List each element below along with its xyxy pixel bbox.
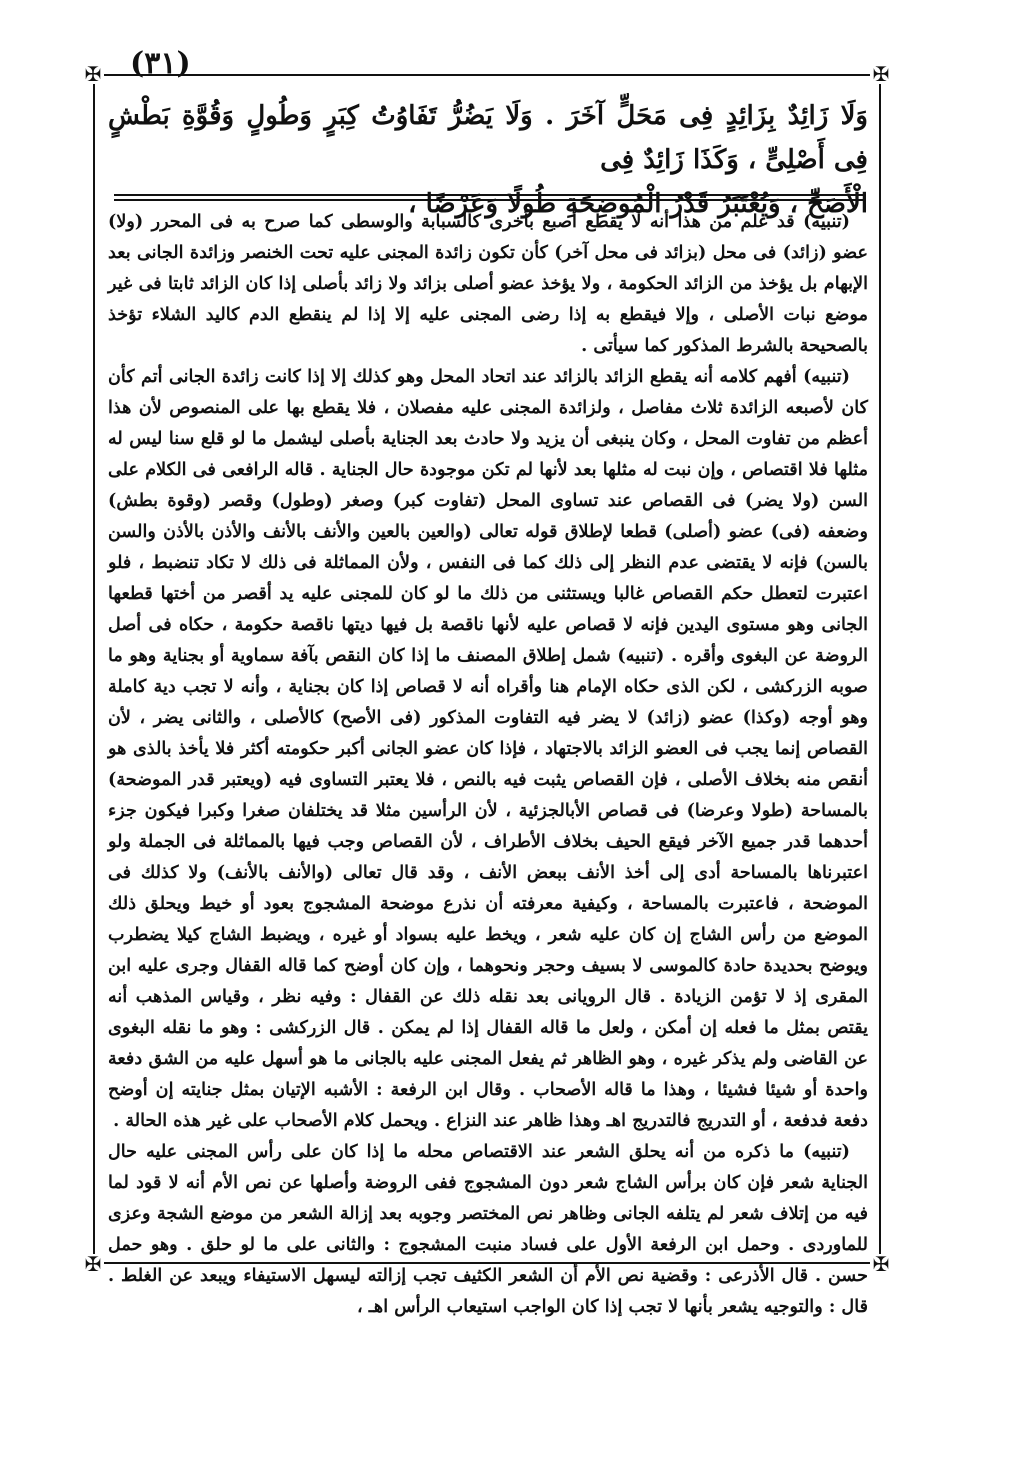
commentary-paragraph: (تنبيه) أفهم كلامه أنه يقطع الزائد بالزائد عند اتحاد المحل وهو كذلك إلا إذا كانت زائدة الجانى أتم كأن كان لأصبعه الزائدة ثلاث مفاصل ، ولزائدة المجنى عليه مفصلان ، فلا يقطع بها على المنصوص لأن هذا أعظم من تفاوت المحل ، وكان ينبغى أن يزيد ولا حادث بعد الجناية بأصلى ليشمل ما لو قلع سنا ليس له مثلها فلا اقتصاص ، وإن نبت له مثلها بعد لأنها لم تكن موجودة حال الجناية . قاله الرافعى فى الكلام على السن (ولا يضر) فى القصاص عند تساوى المحل (تفاوت كبر) وصغر (وطول) وقصر (وقوة بطش) وضعفه (فى) عضو (أصلى) قطعا لإطلاق قوله تعالى (والعين بالعين والأنف بالأنف والأذن بالأذن والسن بالسن) فإنه لا يقتضى عدم النظر إلى ذلك كما فى النفس ، ولأن المماثلة فى ذلك لا تكاد تنضبط ، فلو اعتبرت لتعطل حكم القصاص غالبا ويستثنى من ذلك ما لو كان للمجنى عليه يد أقصر من أختها قطعها الجانى وهو مستوى اليدين فإنه لا قصاص عليه لأنها ناقصة بل فيها ديتها ناقصة حكومة ، حكاه فى أصل الروضة عن البغوى وأقره . (تنبيه) شمل إطلاق المصنف ما إذا كان النقص بآفة سماوية أو بجناية وهو ما صوبه الزركشى ، لكن الذى حكاه الإمام هنا وأقراه أنه لا قصاص إذا كان بجناية ، وأنه لا تجب دية كاملة وهو أوجه (وكذا) عضو (زائد) لا يضر فيه التفاوت المذكور (فى الأصح) كالأصلى ، والثانى يضر ، لأن القصاص إنما يجب فى العضو الزائد بالاجتهاد ، فإذا كان عضو الجانى أكبر حكومته أكثر فلا يأخذ بالذى هو أنقص منه بخلاف الأصلى ، فإن القصاص يثبت فيه بالنص ، فلا يعتبر التساوى فيه (ويعتبر قدر الموضحة) بالمساحة (طولا وعرضا) فى قصاص الأبالجزئية ، لأن الرأسين مثلا قد يختلفان صغرا وكبرا فيكون جزء أحدهما قدر جميع الآخر فيقع الحيف بخلاف الأطراف ، لأن القصاص وجب فيها بالمماثلة فى الجملة ولو اعتبرناها بالمساحة أدى إلى أخذ الأنف ببعض الأنف ، وقد قال تعالى (والأنف بالأنف) ولا كذلك فى الموضحة ، فاعتبرت بالمساحة ، وكيفية معرفته أن نذرع موضحة المشجوج بعود أو خيط ويحلق ذلك الموضع من رأس الشاج إن كان عليه شعر ، ويخط عليه بسواد أو غيره ، ويضبط الشاج كيلا يضطرب ويوضح بحديدة حادة كالموسى لا بسيف وحجر ونحوهما ، وإن كان أوضح كما قاله القفال وجرى عليه ابن المقرى إذ لا تؤمن الزيادة . قال الرويانى بعد نقله ذلك عن القفال : وفيه نظر ، وقياس المذهب أنه يقتص بمثل ما فعله إن أمكن ، ولعل ما قاله القفال إذا لم يمكن . قال الزركشى : وهو ما نقله البغوى عن القاضى ولم يذكر غيره ، وهو الظاهر ثم يفعل المجنى عليه بالجانى ما هو أسهل عليه من الشق دفعة واحدة أو شيئا فشيئا ، وهذا ما قاله الأصحاب . وقال ابن الرفعة : الأشبه الإتيان بمثل جنايته إن أوضح دفعة فدفعة ، أو التدريج فالتدريج اهـ وهذا ظاهر عند النزاع . ويحمل كلام الأصحاب على غير هذه الحالة . xyxy=(108,366,868,1131)
top-border xyxy=(93,74,881,76)
corner-ornament-icon: ✠ xyxy=(82,1254,104,1274)
commentary-text xyxy=(108,206,868,1322)
main-text-line: الْأَصَحِّ ، وَيُعْتَبَرُ قَدْرُ الْمُوضِحَةِ طُولًا وَعَرْضًا ، xyxy=(408,189,868,219)
right-border xyxy=(879,74,881,1264)
corner-ornament-icon: ✠ xyxy=(870,1254,892,1274)
corner-ornament-icon: ✠ xyxy=(82,64,104,84)
page-number: (٣١) xyxy=(130,46,191,81)
main-text-line: وَلَا زَائِدٌ بِزَائِدٍ فِى مَحَلٍّ آخَرَ . وَلَا يَضُرُّ تَفَاوُتُ كِبَرٍ وَطُولٍ وَقُوَّةِ بَطْشٍ فِى أَصْلِىٍّ ، وَكَذَا زَائِدٌ فِى xyxy=(108,101,868,175)
commentary-paragraph: (تنبيه) قد علم من هذا أنه لا يقطع أصبع بأخرى كالسبابة والوسطى كما صرح به فى المحرر (ولا) عضو (زائد) فى محل (بزائد فى محل آخر) كأن تكون زائدة المجنى عليه تحت الخنصر وزائدة الجانى بعد الإبهام بل يؤخذ من الزائد الحكومة ، ولا يؤخذ عضو أصلى بزائد ولا زائد بأصلى إذا كان الزائد ثابتا فى غير موضع نبات الأصلى ، وإلا فيقطع به إذا رضى المجنى عليه إلا إذا لم ينقطع الدم كاليد الشلاء تؤخذ بالصحيحة بالشرط المذكور كما سيأتى . xyxy=(108,211,868,356)
commentary-paragraph: (تنبيه) ما ذكره من أنه يحلق الشعر عند الاقتصاص محله ما إذا كان على رأس المجنى عليه حال الجناية شعر فإن كان برأس الشاج شعر دون المشجوج ففى الروضة وأصلها عن نص الأم أنه لا قود لما فيه من إتلاف شعر لم يتلفه الجانى وظاهر نص المختصر وجوبه بعد إزالة الشعر من موضع الشجة وعزى للماوردى . وحمل ابن الرفعة الأول على فساد منبت المشجوج : والثانى على ما لو حلق . وهو حمل حسن . قال الأذرعى : وقضية نص الأم أن الشعر الكثيف تجب إزالته ليسهل الاستيفاء ويبعد عن الغلط . قال : والتوجيه يشعر بأنها لا تجب إذا كان الواجب استيعاب الرأس اهـ ، xyxy=(108,1141,868,1317)
left-border xyxy=(93,74,95,1264)
section-divider xyxy=(114,199,866,201)
section-divider xyxy=(114,194,866,196)
corner-ornament-icon: ✠ xyxy=(870,64,892,84)
